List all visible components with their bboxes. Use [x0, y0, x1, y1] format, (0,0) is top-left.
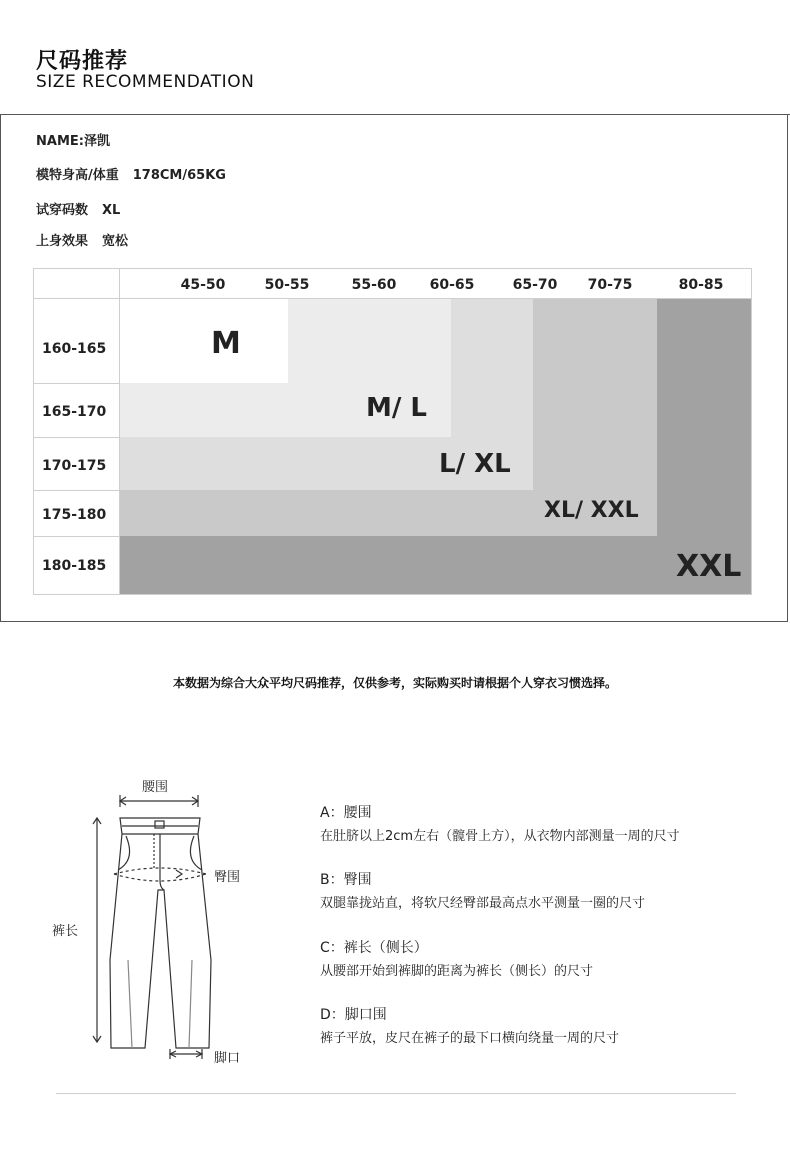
model-size-label: 试穿码数: [36, 203, 89, 218]
model-height-weight-value: 178CM/65KG: [132, 168, 226, 183]
height-row-header: 175-180: [42, 507, 107, 523]
model-height-weight-label: 模特身高/体重: [36, 168, 119, 183]
header-row-divider: [33, 298, 751, 299]
waist-label: 腰围: [142, 780, 169, 795]
model-fit: [36, 230, 128, 249]
measure-a-title: A：腰围: [320, 805, 372, 821]
height-row-header: 160-165: [42, 341, 107, 357]
measure-d-title: D：脚口围: [320, 1007, 387, 1023]
model-size-value: XL: [102, 203, 121, 218]
row-divider: [33, 383, 119, 384]
hip-label: 臀围: [214, 870, 241, 885]
measure-d-desc: 裤子平放，皮尺在裤子的最下口横向绕量一周的尺寸: [320, 1031, 620, 1046]
size-label-m-l: M/ L: [366, 393, 427, 423]
measure-c-desc: 从腰部开始到裤脚的距离为裤长（侧长）的尺寸: [320, 964, 594, 979]
model-fit-label: 上身效果: [36, 234, 89, 249]
recommendation-note: 本数据为综合大众平均尺码推荐，仅供参考，实际购买时请根据个人穿衣习惯选择。: [172, 676, 617, 690]
weight-column-header: 60-65: [429, 277, 475, 293]
page-title: 尺码推荐: [36, 49, 129, 74]
length-label: 裤长: [52, 924, 79, 939]
row-divider: [33, 490, 119, 491]
row-divider: [33, 437, 119, 438]
size-band-m: [119, 298, 288, 383]
size-label-xl-xxl: XL/ XXL: [544, 498, 639, 523]
weight-column-header: 70-75: [587, 277, 633, 293]
measure-b-title: B：臀围: [320, 872, 372, 888]
size-label-xxl: XXL: [676, 549, 742, 584]
row-divider: [33, 536, 119, 537]
model-height-weight: [36, 164, 226, 183]
bottom-divider: [56, 1093, 736, 1094]
size-label-m: M: [211, 326, 241, 361]
height-row-header: 165-170: [42, 404, 107, 420]
measure-a-desc: 在肚脐以上2cm左右（髋骨上方），从衣物内部测量一周的尺寸: [320, 829, 680, 844]
weight-column-header: 50-55: [264, 277, 310, 293]
model-name: NAME:泽凯: [36, 134, 110, 149]
measure-c-title: C：裤长（侧长）: [320, 940, 428, 956]
measure-b-desc: 双腿靠拢站直，将软尺经臀部最高点水平测量一圈的尺寸: [320, 896, 646, 911]
height-row-header: 170-175: [42, 458, 107, 474]
size-label-l-xl: L/ XL: [439, 449, 511, 479]
header-col-divider: [119, 268, 120, 595]
height-row-header: 180-185: [42, 558, 107, 574]
model-size: [36, 199, 120, 218]
weight-column-header: 80-85: [678, 277, 724, 293]
model-fit-value: 宽松: [102, 234, 129, 249]
weight-column-header: 45-50: [180, 277, 226, 293]
weight-column-header: 55-60: [351, 277, 397, 293]
hem-label: 脚口: [214, 1051, 241, 1066]
weight-column-header: 65-70: [512, 277, 558, 293]
page-subtitle: SIZE RECOMMENDATION: [36, 72, 255, 92]
